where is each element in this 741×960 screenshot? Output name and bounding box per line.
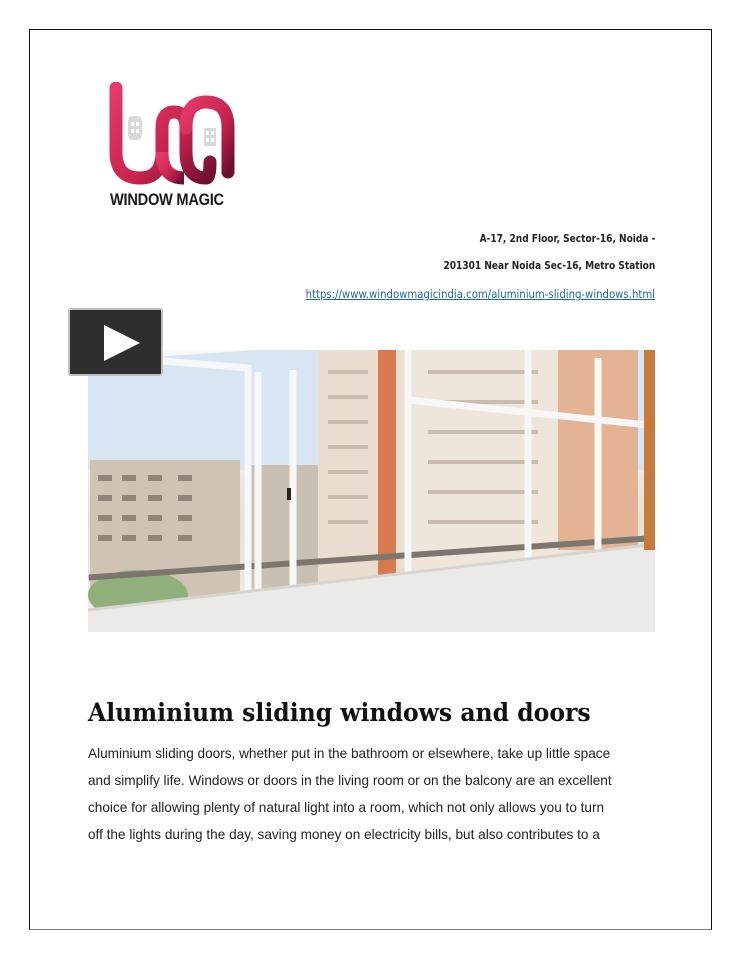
body-line: and simplify life. Windows or doors in the living room or on the balcony are an excellent (88, 773, 612, 788)
photo-illustration (88, 350, 655, 632)
body-line: Aluminium sliding doors, whether put in the bathroom or elsewhere, take up little space (88, 746, 611, 761)
body-line: off the lights during the day, saving money on electricity bills, but also contributes to a (88, 827, 600, 842)
sliding-windows-photo (88, 350, 655, 632)
play-video-button[interactable] (68, 308, 163, 376)
article-heading: Aluminium sliding windows and doors (88, 698, 591, 727)
address-line-1: A-17, 2nd Floor, Sector-16, Noida - (479, 233, 655, 245)
brand-name: WINDOW MAGIC (110, 190, 224, 209)
article-body (88, 744, 688, 852)
body-line: choice for allowing plenty of natural light into a room, which not only allows you to turn (88, 800, 605, 815)
play-icon (104, 325, 140, 361)
address-line-2: 201301 Near Noida Sec-16, Metro Station (443, 260, 655, 272)
website-link[interactable]: https://www.windowmagicindia.com/aluminium-sliding-windows.html (305, 287, 655, 301)
